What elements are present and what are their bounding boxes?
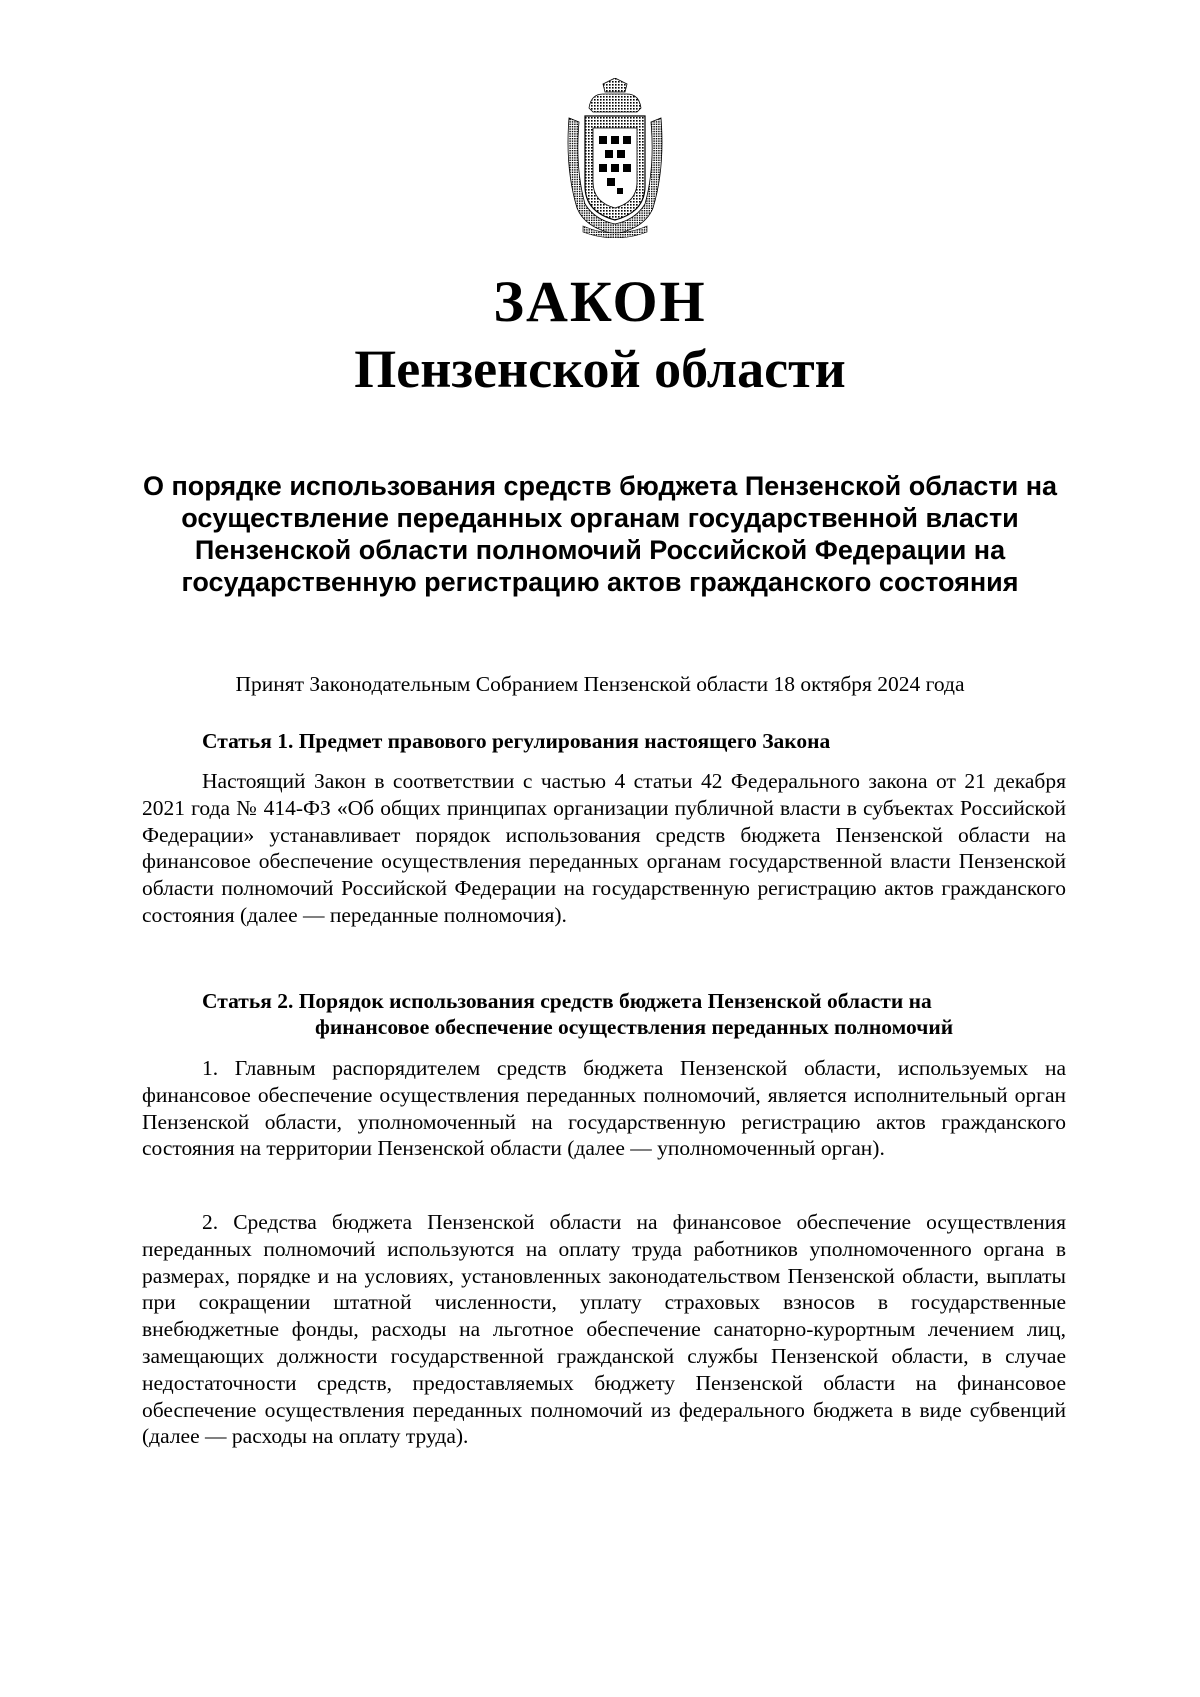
article-1-heading: Статья 1. Предмет правового регулирования настоящего Закона <box>202 729 831 753</box>
article-2-heading <box>202 988 1082 1040</box>
law-subject-heading: О порядке использования средств бюджета Пензенской области на осуществление переданных органам государственной власти Пензенской области полномочий Российской Федерации на государственную регистрацию актов гражданского состояния <box>142 471 1058 597</box>
article-1-text: Настоящий Закон в соответствии с частью 4 статьи 42 Федерального закона от 21 декабря 2021 года № 414-ФЗ «Об общих принципах организации публичной власти в субъектах Российской Федерации» устанавливает порядок использования средств бюджета Пензенской области на финансовое обеспечение осуществления переданных органам государственной власти Пензенской области полномочий Российской Федерации на государственную регистрацию актов гражданского состояния (далее — переданные полномочия). <box>142 769 1066 927</box>
article-2-heading-line1: Статья 2. Порядок использования средств бюджета Пензенской области на <box>202 989 932 1013</box>
article-2-paragraph-1: 1. Главным распорядителем средств бюджета Пензенской области, используемых на финансовое обеспечение осуществления переданных полномочий, является исполнительный орган Пензенской области, уполномоченный на государственную регистрацию актов гражданского состояния на территории Пензенской области (далее — уполномоченный орган). <box>142 1056 1066 1161</box>
article-2-paragraph-2: 2. Средства бюджета Пензенской области на финансовое обеспечение осуществления переданных полномочий используются на оплату труда работников уполномоченного органа в размерах, порядке и на условиях, установленных законодательством Пензенской области, выплаты при сокращении штатной численности, уплату страховых взносов в государственные внебюджетные фонды, расходы на льготное обеспечение санаторно-курортным лечением лиц, замещающих должности государственной гражданской службы Пензенской области, в случае недостаточности средств, предоставляемых бюджету Пензенской области на финансовое обеспечение осуществления переданных полномочий из федерального бюджета в виде субвенций (далее — расходы на оплату труда). <box>142 1210 1066 1449</box>
article-2-heading-line2: финансовое обеспечение осуществления переданных полномочий <box>315 1015 954 1039</box>
coat-of-arms-emblem <box>555 78 675 238</box>
law-title: ЗАКОН <box>493 269 707 334</box>
adoption-statement: Принят Законодательным Собранием Пензенской области 18 октября 2024 года <box>235 672 965 696</box>
law-region-title: Пензенской области <box>354 339 846 399</box>
